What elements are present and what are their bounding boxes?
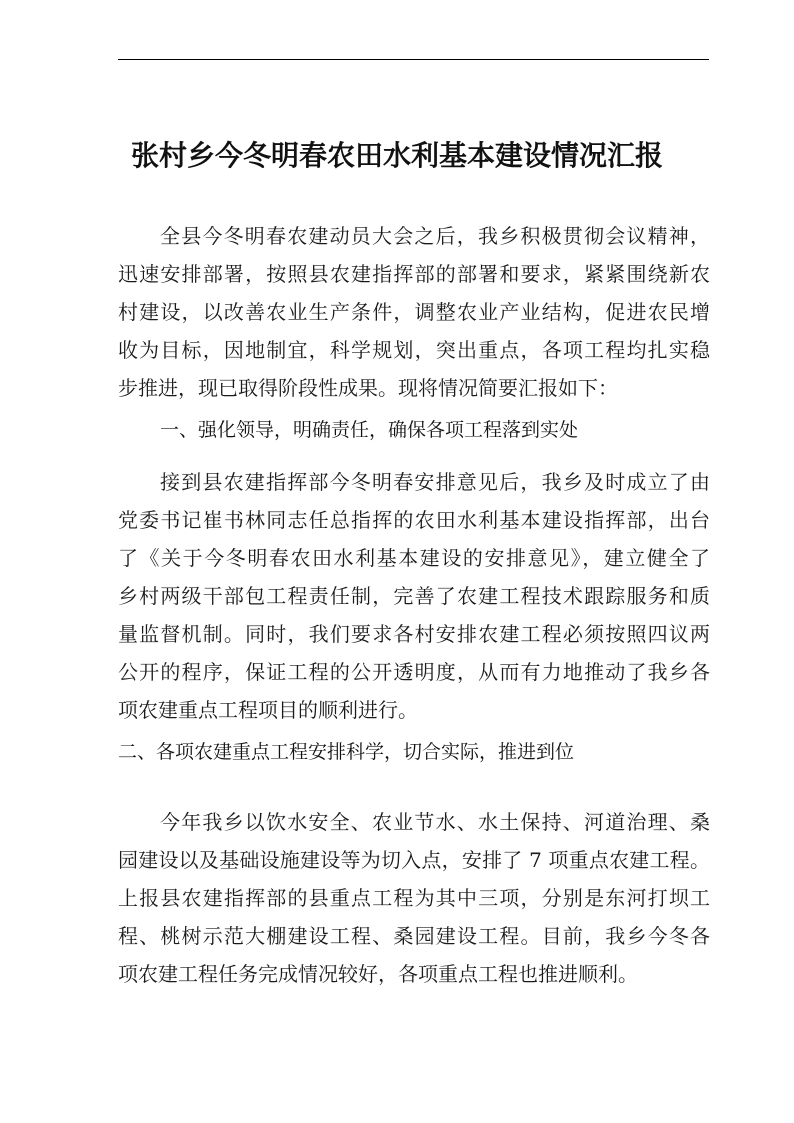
paragraph-2-line-7: 项农建重点工程项目的顺利进行。 [118, 698, 418, 722]
paragraph-3-line-4: 程、桃树示范大棚建设工程、桑园建设工程。目前，我乡今冬各 [118, 924, 710, 948]
paragraph-3-line-3: 上报县农建指挥部的县重点工程为其中三项，分别是东河打坝工 [118, 886, 710, 910]
paragraph-1-line-5: 步推进，现已取得阶段性成果。现将情况简要汇报如下： [118, 376, 618, 400]
paragraph-1-line-1: 全县今冬明春农建动员大会之后，我乡积极贯彻会议精神， [160, 224, 710, 248]
paragraph-2-line-3: 了《关于今冬明春农田水利基本建设的安排意见》，建立健全了 [118, 546, 710, 570]
paragraph-3-line-5: 项农建工程任务完成情况较好，各项重点工程也推进顺利。 [118, 962, 638, 986]
section-heading-2: 二、各项农建重点工程安排科学，切合实际，推进到位 [118, 741, 575, 763]
paragraph-1-line-2: 迅速安排部署，按照县农建指挥部的部署和要求，紧紧围绕新农 [118, 262, 710, 286]
document-title: 张村乡今冬明春农田水利基本建设情况汇报 [130, 139, 663, 172]
paragraph-3-line-2: 园建设以及基础设施建设等为切入点，安排了 7 项重点农建工程。 [118, 848, 710, 872]
paragraph-2-line-4: 乡村两级干部包工程责任制，完善了农建工程技术跟踪服务和质 [118, 584, 710, 608]
paragraph-2-line-6: 公开的程序，保证工程的公开透明度，从而有力地推动了我乡各 [118, 660, 710, 684]
paragraph-2-line-1: 接到县农建指挥部今冬明春安排意见后，我乡及时成立了由 [160, 470, 710, 494]
header-rule [118, 59, 709, 60]
paragraph-2-line-2: 党委书记崔书林同志任总指挥的农田水利基本建设指挥部，出台 [118, 508, 710, 532]
paragraph-3-line-1: 今年我乡以饮水安全、农业节水、水土保持、河道治理、桑 [160, 810, 710, 834]
paragraph-1-line-3: 村建设，以改善农业生产条件，调整农业产业结构，促进农民增 [118, 300, 710, 324]
paragraph-1-line-4: 收为目标，因地制宜，科学规划，突出重点，各项工程均扎实稳 [118, 338, 710, 362]
section-heading-1: 一、强化领导，明确责任，确保各项工程落到实处 [160, 419, 579, 441]
paragraph-2-line-5: 量监督机制。同时，我们要求各村安排农建工程必须按照四议两 [118, 622, 710, 646]
